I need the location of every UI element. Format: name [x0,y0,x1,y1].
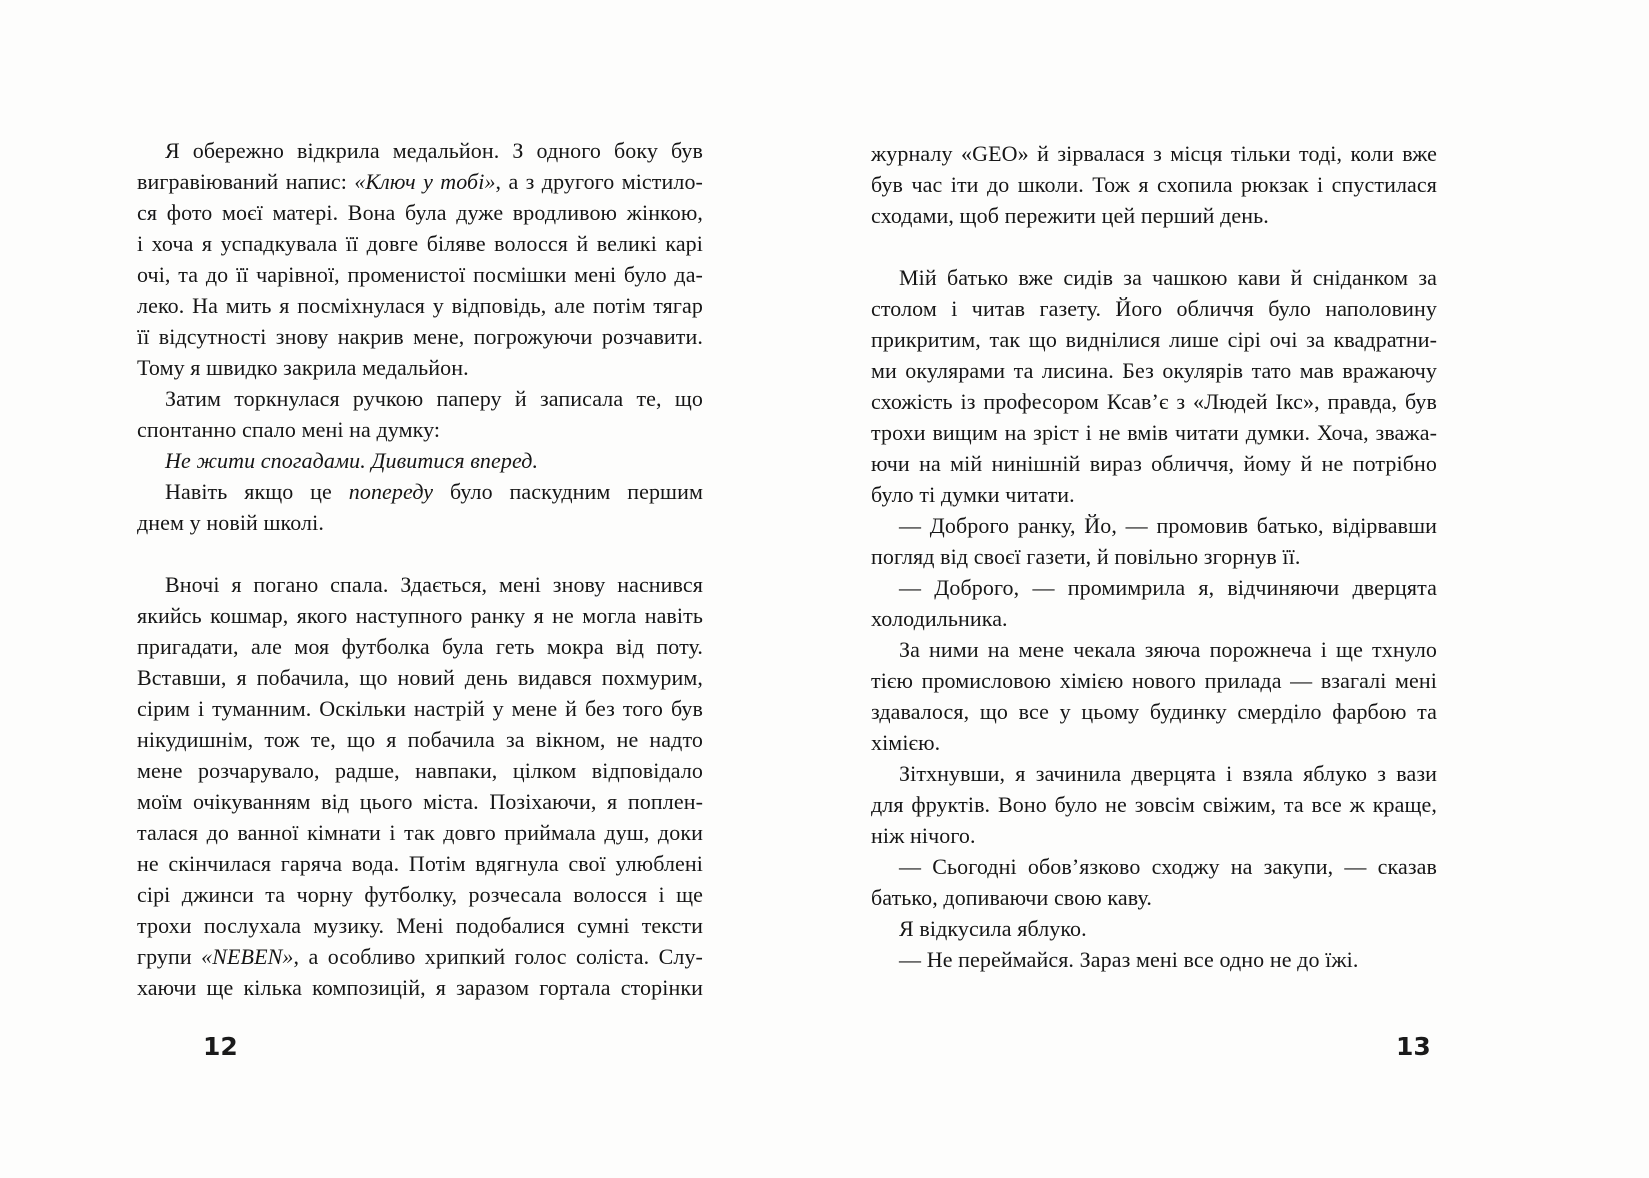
text-line: леко. На мить я посміхнулася у відповідь, але потім тягар [137,293,703,318]
text-line: Навіть якщо це попереду було паскудним першим [165,479,703,504]
text-line: для фруктів. Воно було не зовсім свіжим, та все ж краще, [871,792,1437,817]
text-line: погляд від своєї газети, й повільно згорнув її. [871,544,1301,569]
text-line: Зітхнувши, я зачинила дверцята і взяла яблуко з вази [899,761,1437,786]
text-line: мене розчарувало, радше, навпаки, цілком відповідало [137,758,703,783]
text-column-left [137,135,703,1003]
text-line: Вночі я погано спала. Здається, мені знову наснився [165,572,703,597]
text-line: Вставши, я побачила, що новий день видався похмурим, [137,665,703,690]
text-line: столом і читав газету. Його обличчя було наполовину [871,296,1437,321]
text-line: тією промисловою хімією нового прилада — взагалі мені [871,668,1437,693]
text-line: днем у новій школі. [137,510,324,535]
text-line: ми окулярами та лисина. Без окулярів тато мав вражаючу [871,358,1437,383]
text-line: і хоча я успадкувала її довге біляве волосся й великі карі [137,231,703,256]
text-line: ніж нічого. [871,823,976,848]
text-line: трохи вищим на зріст і не вмів читати думки. Хоча, зважа- [871,420,1437,445]
text-line: — Не переймайся. Зараз мені все одно не до їжі. [899,947,1359,972]
text-line: пригадати, але моя футболка була геть мокра від поту. [137,634,703,659]
text-line: хімією. [871,730,941,755]
text-line: очі, та до її чарівної, променистої посмішки мені було да- [137,262,703,287]
text-line: було ті думки читати. [871,482,1075,507]
page-number-left: 12 [203,1032,238,1061]
text-line: сірі джинси та чорну футболку, розчесала волосся і ще [137,882,703,907]
text-line: трохи послухала музику. Мені подобалися сумні тексти [137,913,703,938]
text-line: вигравіюваний напис: «Ключ у тобі», а з другого містило- [137,169,703,194]
text-line: ючи на мій нинішній вираз обличчя, йому й не потрібно [871,451,1437,476]
page-number-right: 13 [1396,1032,1431,1061]
text-column-right [871,138,1437,975]
text-line: талася до ванної кімнати і так довго приймала душ, доки [137,820,703,845]
text-line: нікудишнім, тож те, що я побачила за вікном, не надто [137,727,703,752]
text-line: сірим і туманним. Оскільки настрій у мене й без того був [137,696,703,721]
text-line: ся фото моєї матері. Вона була дуже вродливою жінкою, [137,200,703,225]
text-line: спонтанно спало мені на думку: [137,417,441,442]
text-line: Мій батько вже сидів за чашкою кави й сніданком за [899,265,1437,290]
text-line: був час іти до школи. Тож я схопила рюкзак і спустилася [871,172,1437,197]
text-line: прикритим, так що виднілися лише сірі очі за квадратни- [871,327,1437,352]
text-line: якийсь кошмар, якого наступного ранку я не могла навіть [137,603,703,628]
text-line: батько, допиваючи свою каву. [871,885,1152,910]
text-line: — Доброго, — промимрила я, відчиняючи дверцята [899,575,1437,600]
text-line: холодильника. [871,606,1008,631]
text-line: Я обережно відкрила медальйон. З одного боку був [165,138,703,163]
text-line: Тому я швидко закрила медальйон. [137,355,469,380]
text-line: сходами, щоб пережити цей перший день. [871,203,1269,228]
text-line: не скінчилася гаряча вода. Потім вдягнула свої улюблені [137,851,703,876]
text-line: Я відкусила яблуко. [899,916,1087,941]
text-line: моїм очікуванням від цього міста. Позіхаючи, я поплен- [137,789,703,814]
text-line: хаючи ще кілька композицій, я заразом гортала сторінки [137,975,703,1000]
text-line: — Доброго ранку, Йо, — промовив батько, відірвавши [899,513,1437,538]
text-line: її відсутності знову накрив мене, погрожуючи розчавити. [137,324,703,349]
text-line: — Сьогодні обов’язково сходжу на закупи, — сказав [899,854,1437,879]
text-line: здавалося, що все у цьому будинку смерділо фарбою та [871,699,1437,724]
text-line: журналу «GEO» й зірвалася з місця тільки тоді, коли вже [871,141,1437,166]
text-line: групи «NEBEN», а особливо хрипкий голос соліста. Слу- [137,944,703,969]
text-line: Затим торкнулася ручкою паперу й записала те, що [165,386,703,411]
text-line: За ними на мене чекала зяюча порожнеча і ще тхнуло [899,637,1437,662]
text-line: Не жити спогадами. Дивитися вперед. [165,448,539,473]
text-line: схожість із професором Ксав’є з «Людей Ікс», правда, був [871,389,1437,414]
